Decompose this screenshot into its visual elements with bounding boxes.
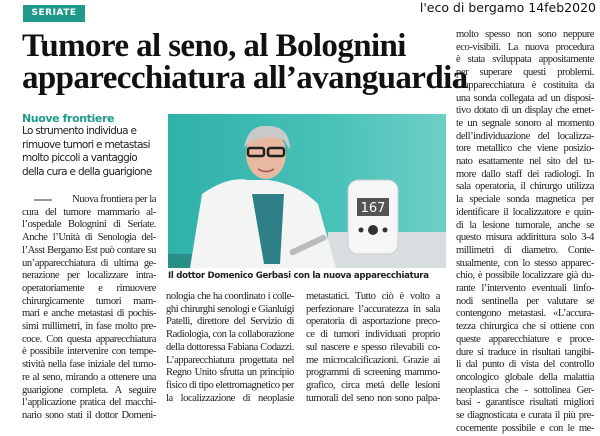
body-line: cura del tumore mammario al- [22, 206, 156, 218]
body-line: dure si traduce in risultati tangibi- [456, 346, 594, 358]
body-line: stività nella fase iniziale del tumo- [22, 359, 156, 371]
body-line: oncologico globale della malattia [456, 371, 594, 383]
body-line: rante l’intervento eventuali linfo- [456, 283, 594, 295]
body-line: nologia che ha coordinato i colle- [166, 291, 294, 302]
section-tag: SERIATE [23, 5, 85, 22]
body-line: queste apparecchiature e proce- [456, 333, 594, 345]
body-line: grafico, circa metà delle lesioni [306, 379, 440, 391]
body-line: tezza chirurgica che si ottiene con [456, 321, 594, 333]
body-line: di la lesione tumorale, anche se [456, 219, 594, 231]
body-line: per superare questi problemi. [456, 67, 594, 79]
body-line: L’apparecchiatura progettata nel [166, 354, 294, 366]
body-line: basi - garantisce risultati migliori [456, 397, 594, 409]
body-line: identificare il localizzatore e quin- [456, 206, 594, 218]
body-line: se diagnosticata e curata il più pre- [456, 410, 594, 422]
body-line: programmi di screening mammo- [306, 367, 440, 379]
body-line: la speciale sonda magnetica per [456, 194, 594, 206]
body-column-4 [456, 29, 594, 436]
body-line: è possibile intervenire con tempe- [22, 346, 156, 358]
photo-caption: Il dottor Domenico Gerbasi con la nuova apparecchiatura [168, 271, 429, 281]
body-line: chirurgicamente tumori mam- [22, 295, 156, 307]
body-line: nodi sentinella per valutare se [456, 295, 594, 307]
body-line: tumorali del seno non sono palpa- [306, 392, 440, 404]
body-line: una sonda collegata ad un disposi- [456, 92, 594, 104]
body-line: molto spesso non sono neppure [456, 29, 594, 40]
body-line: ghi chirurghi senologi e Gianluigi [166, 303, 294, 315]
body-line: neoplastica che - sottolinea Ger- [456, 384, 594, 396]
headline [22, 28, 468, 96]
body-line: questo misura addirittura solo 3-4 [456, 232, 594, 244]
body-line: fisico di tipo elettromagnetico per [166, 379, 294, 391]
lead-dash [34, 199, 52, 201]
body-line: tore metallico che viene posizio- [456, 143, 594, 155]
body-line: re al seno, mirando a ottenere una [22, 371, 156, 383]
body-line: operatoriamente e rimuovere [22, 282, 156, 294]
body-line: sala operatoria, il chirurgo utilizza [456, 181, 594, 193]
headline-line: Tumore al seno, al Bolognini [22, 28, 406, 64]
body-line: un’apparecchiatura di ultima ge- [22, 257, 156, 269]
body-line: more dallo staff dei radiologi. In [456, 168, 594, 180]
body-line: mari e anche metastasi di pochis- [22, 308, 156, 320]
article-photo [168, 114, 446, 268]
body-line [22, 194, 156, 207]
body-line: l’ospedale Bolognini di Seriate. [22, 219, 156, 231]
body-line: eco-visibili. La nuova procedura [456, 41, 594, 53]
summary-line: rimuove tumori e metastasi [22, 138, 150, 151]
body-line: tivo dotato di un display che emet- [456, 105, 594, 117]
body-line: Anche l’Unità di Senologia del- [22, 232, 156, 244]
body-line: guarigione completa. A seguire [22, 384, 156, 396]
body-line: della dottoressa Fabiana Codazzi. [166, 341, 294, 353]
body-line: coce. Con questa apparecchiatura [22, 333, 156, 345]
body-line: Patelli, direttore del Servizio di [166, 316, 294, 328]
body-line: l’Asst Bergamo Est può contare su [22, 244, 156, 256]
doctor-photo-illustration [168, 114, 446, 268]
body-line-text: Nuova frontiera per la [72, 194, 156, 205]
body-line: nario sono stati il dottor Domeni- [22, 409, 156, 421]
source-label: l'eco di bergamo 14feb2020 [419, 0, 596, 15]
body-line: nerazione per localizzare intra- [22, 270, 156, 282]
body-line: è stata sviluppata appositamente [456, 54, 594, 66]
body-line: simi millimetri, in fase molto pre- [22, 321, 156, 333]
device-display-reading: 167 [360, 201, 386, 216]
summary-line: Lo strumento individua e [22, 125, 137, 137]
body-line: te un segnale sonoro al momento [456, 117, 594, 129]
body-line: stualmente, con lo stesso apparec- [456, 257, 594, 269]
body-line: perfezionare l’accuratezza in sala [306, 303, 440, 315]
body-line: nato esattamente nel sito del tu- [456, 156, 594, 168]
body-line: ce di tumori individuati proprio [306, 329, 440, 341]
body-line: L’apparecchiatura è costituita da [456, 79, 594, 91]
body-line: Radiologia, con la collaborazione [166, 329, 294, 341]
body-line: metastatici. Tutto ciò è volto a [306, 291, 440, 302]
body-line: sul nascere e spesso rilevabili co- [306, 341, 440, 353]
body-column-3 [306, 291, 440, 405]
body-line: Regno Unito sfrutta un principio [166, 367, 294, 379]
body-line: la localizzazione di neoplasie [166, 392, 294, 404]
summary-line: della cura e della guarigione [22, 165, 152, 178]
body-line: l’applicazione pratica del macchi- [22, 397, 156, 409]
kicker: Nuove frontiere [22, 112, 115, 125]
body-line: millimetri di diametro. Conte- [456, 244, 594, 256]
body-line: me microcalcificazioni. Grazie ai [306, 354, 440, 366]
summary [22, 125, 162, 179]
body-line: chio, è possibile localizzare già du- [456, 270, 594, 282]
body-line: operatoria di asportazione preco- [306, 316, 440, 328]
body-line: contengono metastasi. «L’accura- [456, 308, 594, 320]
body-column-1 [22, 194, 156, 423]
body-column-2 [166, 291, 294, 405]
body-line: dell’individuazione del localizza- [456, 130, 594, 142]
summary-line: molto piccoli a vantaggio [22, 152, 137, 164]
headline-line: apparecchiatura all’avanguardia [22, 60, 468, 96]
body-line: li dal punto di vista del controllo [456, 359, 594, 371]
body-line: cocemente possibile e con le me- [456, 422, 594, 434]
